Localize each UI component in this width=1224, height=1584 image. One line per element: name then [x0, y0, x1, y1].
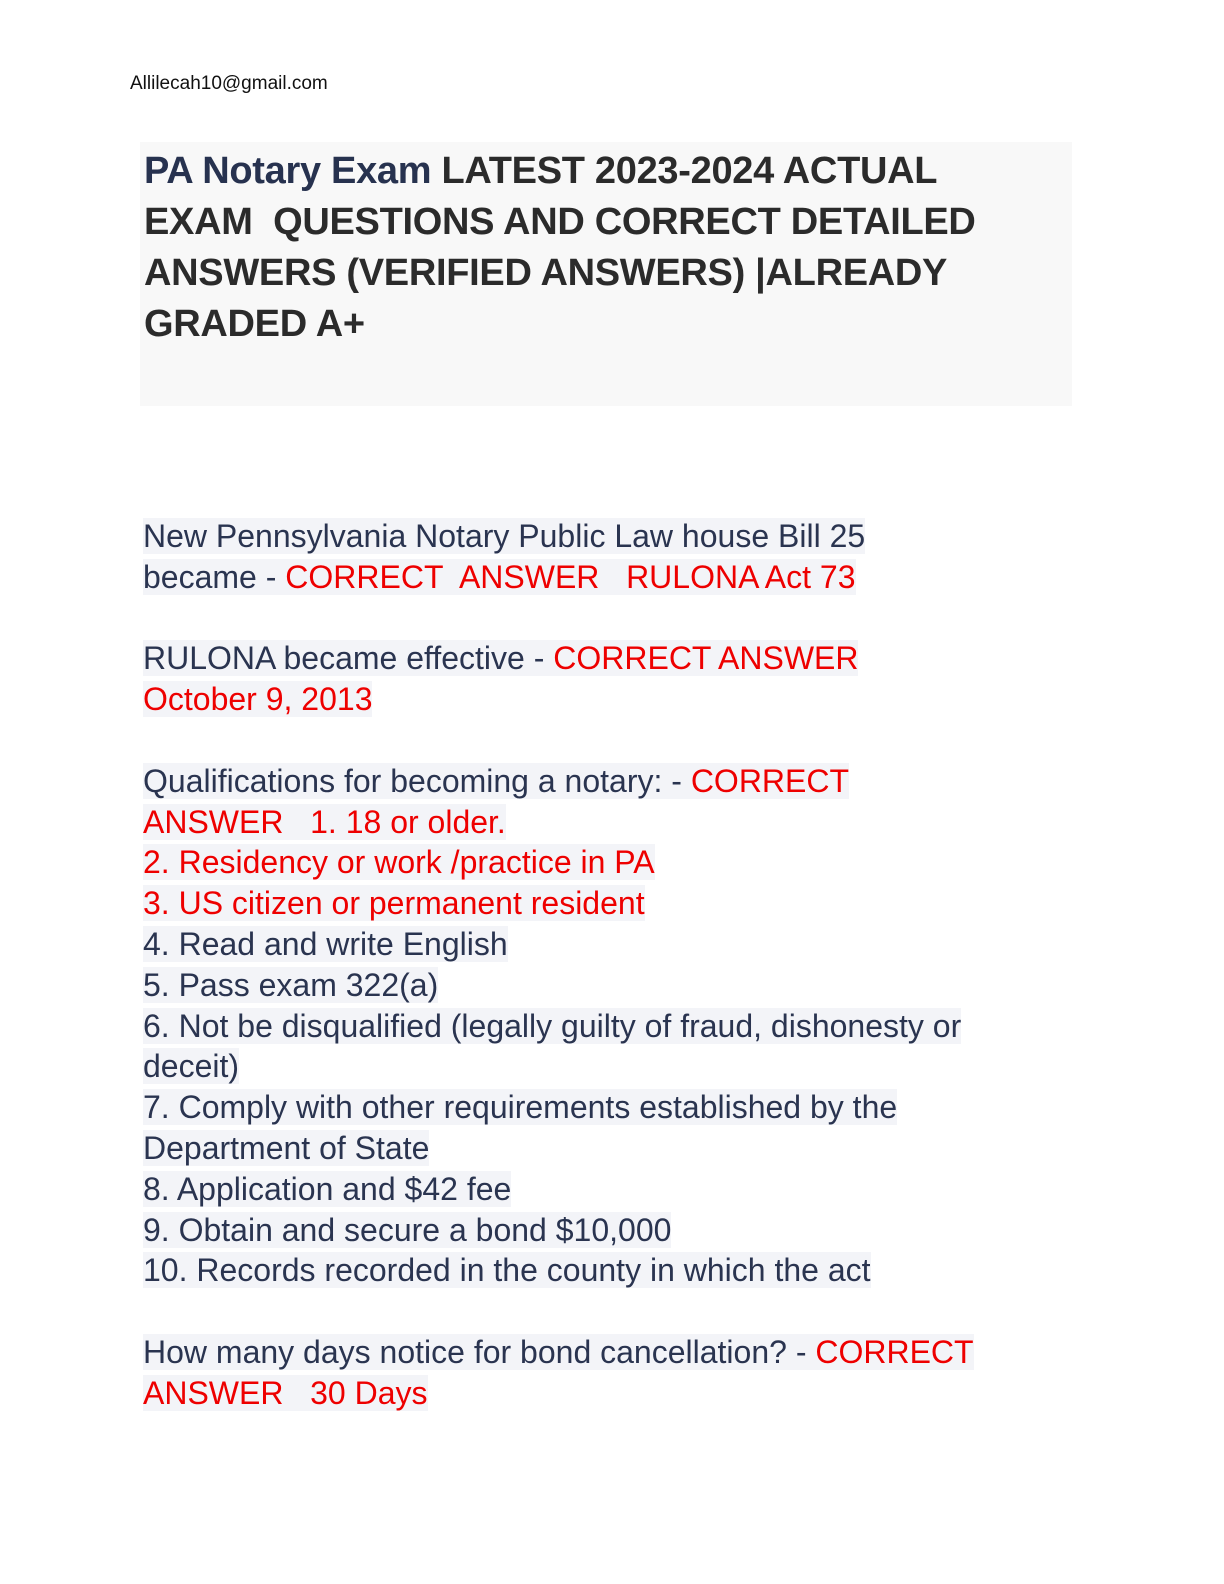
question-text: New Pennsylvania Notary Public Law house Bill 25 — [143, 518, 866, 554]
answer-text: CORRECT ANSWER RULONA Act 73 — [285, 558, 856, 595]
title-line4: GRADED A+ — [144, 303, 365, 345]
title-line1-rest: LATEST 2023-2024 ACTUAL — [431, 150, 938, 192]
qa-item-3 — [143, 761, 1083, 1291]
list-item: 5. Pass exam 322(a) — [143, 966, 439, 1003]
list-item: deceit) — [143, 1048, 240, 1085]
question-text: became - — [143, 558, 286, 595]
list-item: Department of State — [143, 1129, 430, 1166]
author-email: Allilecah10@gmail.com — [130, 73, 328, 94]
list-item: 3. US citizen or permanent resident — [143, 885, 645, 922]
list-item: 4. Read and write English — [143, 925, 508, 962]
answer-text: October 9, 2013 — [143, 681, 373, 718]
list-item: 8. Application and $42 fee — [143, 1170, 512, 1207]
question-text: Qualifications for becoming a notary: - — [143, 762, 691, 799]
answer-text: ANSWER 30 Days — [143, 1374, 428, 1411]
answer-text: CORRECT ANSWER — [553, 640, 859, 677]
qa-item-2 — [143, 638, 1083, 720]
answer-text: CORRECT — [815, 1333, 974, 1370]
list-item: 2. Residency or work /practice in PA — [143, 844, 655, 881]
title-line2: EXAM QUESTIONS AND CORRECT DETAILED — [144, 201, 976, 243]
list-item: 7. Comply with other requirements established by the — [143, 1089, 898, 1126]
answer-text: CORRECT — [690, 762, 850, 799]
title-line3: ANSWERS (VERIFIED ANSWERS) |ALREADY — [144, 252, 948, 294]
document-title — [144, 146, 1064, 350]
list-item: 10. Records recorded in the county in which the act — [143, 1252, 871, 1289]
title-brand: PA Notary Exam — [144, 150, 432, 192]
qa-item-4 — [143, 1332, 1083, 1414]
qa-content — [143, 516, 1083, 1414]
qa-item-1 — [143, 516, 1083, 598]
list-item: 9. Obtain and secure a bond $10,000 — [143, 1211, 672, 1248]
answer-text: ANSWER 1. 18 or older. — [143, 803, 506, 840]
list-item: 6. Not be disqualified (legally guilty of fraud, dishonesty or — [143, 1007, 962, 1044]
question-text: How many days notice for bond cancellation? - — [143, 1333, 816, 1370]
question-text: RULONA became effective - — [143, 640, 554, 677]
